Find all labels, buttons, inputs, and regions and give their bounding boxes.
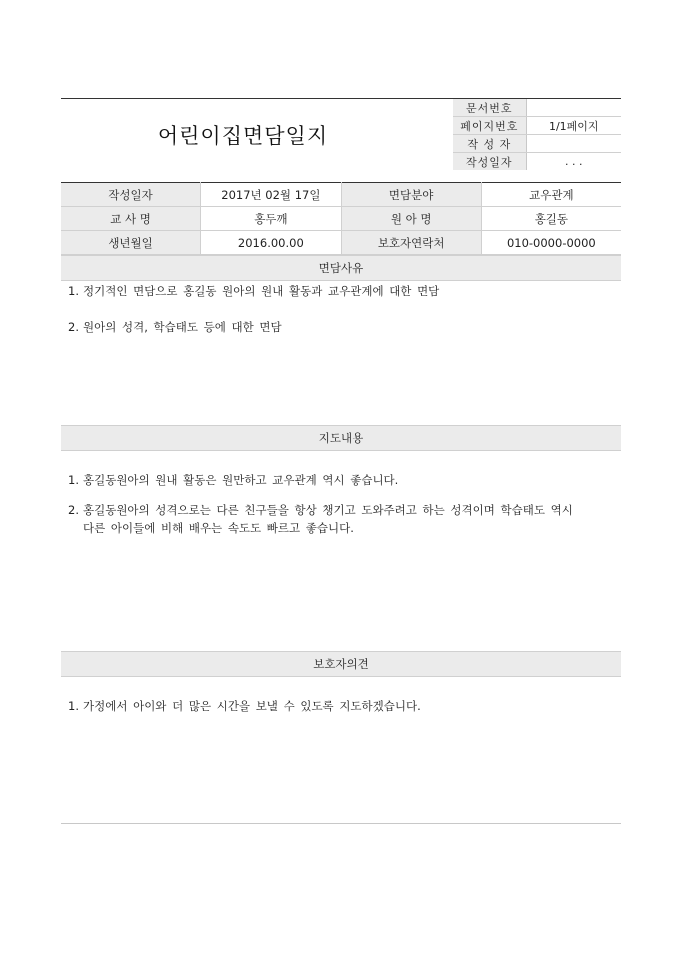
- interview-info-table: [61, 182, 621, 255]
- reason-list: [68, 282, 608, 336]
- teacher-value: 홍두깨: [201, 207, 341, 231]
- list-item: [68, 282, 608, 300]
- list-item-text: 원아의 성격, 학습태도 등에 대한 면담: [83, 320, 282, 334]
- list-item-text: 정기적인 면담으로 홍길동 원아의 원내 활동과 교우관계에 대한 면담: [83, 284, 440, 298]
- list-item-number: 2.: [68, 320, 79, 334]
- field-value: 교우관계: [481, 183, 621, 207]
- guardian-list: [68, 697, 608, 715]
- guidance-list: [68, 471, 608, 537]
- author-label: 작 성 자: [453, 135, 526, 153]
- list-item-number: 2.: [68, 503, 79, 517]
- list-item: [68, 697, 608, 715]
- date-value: . . .: [565, 155, 583, 168]
- guardian-section-header: 보호자의견: [61, 651, 621, 677]
- field-label: 면담분야: [341, 183, 481, 207]
- author-value: [526, 135, 621, 153]
- meta-row-page-no: [453, 117, 621, 135]
- birth-value: 2016.00.00: [201, 231, 341, 255]
- info-row-1: [61, 183, 621, 207]
- page-no-value: 1/1페이지: [526, 117, 621, 135]
- doc-no-value: [526, 99, 621, 117]
- list-item-text: 홍길동원아의 원내 활동은 원만하고 교우관계 역시 좋습니다.: [83, 473, 399, 487]
- birth-label: 생년월일: [61, 231, 201, 255]
- list-item-text: 홍길동원아의 성격으로는 다른 친구들을 항상 챙기고 도와주려고 하는 성격이며 학습태도 역시 다른 아이들에 비해 배우는 속도도 빠르고 좋습니다.: [83, 503, 573, 535]
- date-label: 작성일자: [453, 153, 526, 171]
- teacher-label: 교 사 명: [61, 207, 201, 231]
- list-item: [68, 501, 608, 537]
- page-no-label: 페이지번호: [453, 117, 526, 135]
- list-item-text: 가정에서 아이와 더 많은 시간을 보낼 수 있도록 지도하겠습니다.: [83, 699, 421, 713]
- list-item: [68, 318, 608, 336]
- footer-rule: [61, 823, 621, 824]
- list-item-number: 1.: [68, 284, 79, 298]
- guidance-section-header: 지도내용: [61, 425, 621, 451]
- write-date-value: 2017년 02월 17일: [201, 183, 341, 207]
- child-label: 원 아 명: [341, 207, 481, 231]
- meta-row-author: [453, 135, 621, 153]
- info-row-3: [61, 231, 621, 255]
- list-item-number: 1.: [68, 699, 79, 713]
- meta-row-date: [453, 153, 621, 171]
- write-date-label: 작성일자: [61, 183, 201, 207]
- document-title: 어린이집면담일지: [157, 124, 329, 148]
- contact-value: 010-0000-0000: [481, 231, 621, 255]
- child-value: 홍길동: [481, 207, 621, 231]
- list-item: [68, 471, 608, 489]
- document-meta-table: [453, 99, 621, 170]
- reason-section-header: 면담사유: [61, 255, 621, 281]
- doc-no-label: 문서번호: [453, 99, 526, 117]
- meta-row-doc-no: [453, 99, 621, 117]
- list-item-number: 1.: [68, 473, 79, 487]
- contact-label: 보호자연락처: [341, 231, 481, 255]
- info-row-2: [61, 207, 621, 231]
